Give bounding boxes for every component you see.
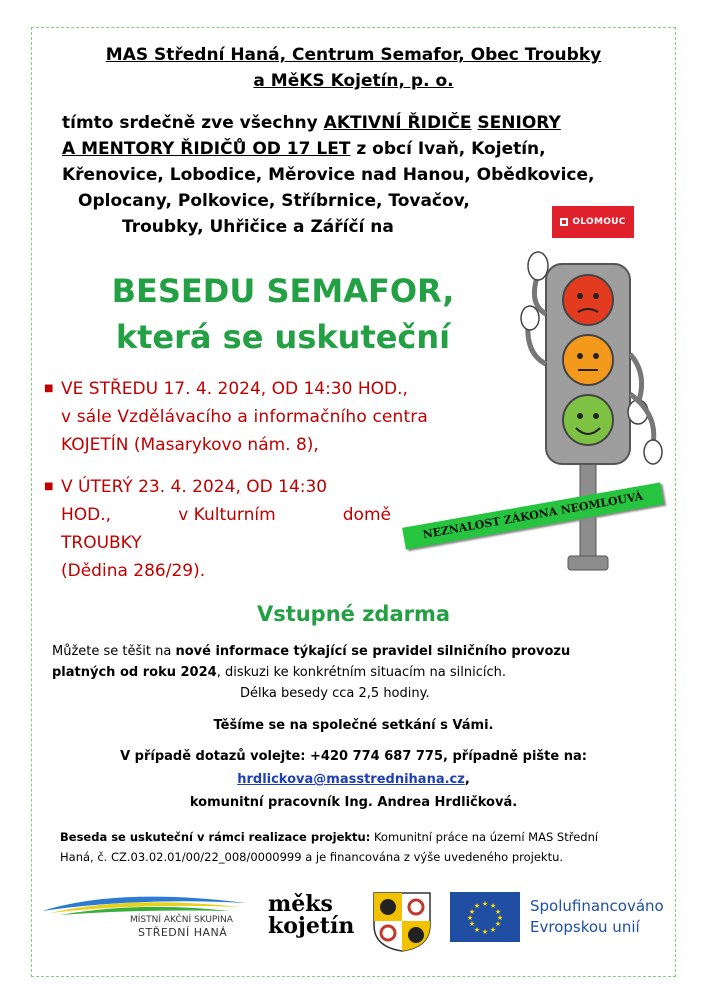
eu-text-line-2: Evropskou unií bbox=[530, 918, 640, 936]
event-kojetin-date: VE STŘEDU 17. 4. 2024, OD 14:30 HOD., bbox=[61, 379, 408, 399]
info-intro: Můžete se těšit na bbox=[52, 644, 176, 659]
eu-text-line-1: Spolufinancováno bbox=[530, 897, 664, 915]
info-line-1 bbox=[52, 641, 672, 662]
svg-text:★: ★ bbox=[489, 926, 497, 934]
info-highlight: nové informace týkající se pravidel silničního provozu bbox=[175, 644, 571, 659]
active-drivers: AKTIVNÍ ŘIDIČE bbox=[323, 113, 472, 133]
mas-logo bbox=[40, 893, 250, 943]
meks-logo-line-2: kojetín bbox=[268, 913, 355, 939]
project-info bbox=[60, 827, 670, 867]
svg-text:★: ★ bbox=[494, 908, 502, 916]
event-troubky-hod: HOD., bbox=[61, 505, 112, 525]
event-troubky-venue: v Kulturním bbox=[178, 505, 276, 525]
eu-cofunded-text bbox=[530, 896, 676, 938]
event-kojetin-address: KOJETÍN (Masarykovo nám. 8), bbox=[61, 435, 319, 455]
contact-email-line bbox=[31, 768, 676, 791]
event-troubky-venue-2: domě bbox=[342, 505, 391, 525]
contact-email-link[interactable]: hrdlickova@masstrednihana.cz bbox=[237, 772, 465, 787]
organizers-header bbox=[31, 42, 676, 94]
traffic-light-illustration bbox=[508, 244, 668, 584]
project-name: Komunitní práce na území MAS Střední bbox=[370, 830, 599, 844]
organizers-line-2: a MěKS Kojetín, p. o. bbox=[253, 71, 454, 91]
info-duration: Délka besedy cca 2,5 hodiny. bbox=[240, 686, 430, 701]
svg-text:★: ★ bbox=[473, 926, 481, 934]
event-troubky-date: V ÚTERÝ 23. 4. 2024, OD 14:30 bbox=[61, 477, 328, 497]
event-troubky bbox=[42, 473, 442, 585]
meet-text: Těšíme se na společné setkání s Vámi. bbox=[213, 718, 494, 733]
svg-text:★: ★ bbox=[481, 900, 489, 908]
seniors: SENIORY bbox=[477, 113, 561, 133]
contact-block bbox=[31, 745, 676, 814]
olomouc-logo-text: OLOMOUC bbox=[572, 217, 626, 227]
svg-text:★: ★ bbox=[473, 902, 481, 910]
contact-email-comma: , bbox=[464, 772, 470, 787]
invitation-line-3: Křenovice, Lobodice, Měrovice nad Hanou, Obědkovice, bbox=[62, 165, 595, 185]
project-line-1 bbox=[60, 827, 670, 847]
law-banner-text: NEZNALOST ZÁKONA NEOMLOUVÁ bbox=[421, 489, 645, 542]
svg-text:★: ★ bbox=[481, 928, 489, 936]
event-title-line-2: která se uskuteční bbox=[115, 318, 451, 356]
olomouc-mark-icon bbox=[560, 218, 568, 226]
invitation-line-5: Troubky, Uhřičice a Záříčí na bbox=[122, 217, 394, 237]
troubky-coat-of-arms-icon bbox=[372, 891, 432, 953]
bullet-icon: ■ bbox=[44, 481, 54, 492]
event-troubky-address: (Dědina 286/29). bbox=[61, 561, 206, 581]
svg-text:★: ★ bbox=[468, 920, 476, 928]
project-line-2: Haná, č. CZ.03.02.01/00/22_008/0000999 a je financována z výše uvedeného projektu. bbox=[60, 850, 564, 864]
event-troubky-town: TROUBKY bbox=[61, 533, 142, 553]
contact-phone: V případě dotazů volejte: +420 774 687 775, případně pište na: bbox=[120, 749, 587, 764]
svg-text:★: ★ bbox=[489, 902, 497, 910]
free-entry: Vstupné zdarma bbox=[256, 602, 451, 626]
eu-flag-icon bbox=[450, 892, 520, 942]
olomouc-logo bbox=[552, 206, 634, 238]
mas-logo-line-2: STŘEDNÍ HANÁ bbox=[138, 926, 228, 939]
event-kojetin bbox=[42, 375, 512, 459]
invitation-intro: tímto srdečně zve všechny bbox=[62, 113, 324, 133]
event-title-line-1: BESEDU SEMAFOR, bbox=[111, 272, 455, 310]
svg-text:★: ★ bbox=[466, 914, 474, 922]
invitation-line-2 bbox=[62, 136, 652, 162]
event-troubky-line-2 bbox=[42, 501, 391, 529]
municipalities-intro: z obcí Ivaň, Kojetín, bbox=[350, 139, 546, 159]
info-block bbox=[52, 641, 672, 704]
info-discussion: , diskuzi ke konkrétním situacím na silnicích. bbox=[216, 665, 507, 680]
project-intro: Beseda se uskuteční v rámci realizace projektu: bbox=[60, 830, 371, 844]
svg-text:★: ★ bbox=[494, 920, 502, 928]
svg-text:★: ★ bbox=[468, 908, 476, 916]
meks-logo bbox=[268, 893, 360, 945]
invitation-line-4: Oplocany, Polkovice, Stříbrnice, Tovačov, bbox=[78, 191, 470, 211]
meks-logo-line-1: měks bbox=[268, 891, 333, 917]
mas-swoosh-icon bbox=[40, 893, 250, 915]
event-title bbox=[58, 268, 508, 360]
invitation-line-1 bbox=[62, 110, 652, 136]
contact-person: komunitní pracovník Ing. Andrea Hrdličková. bbox=[189, 795, 518, 810]
mentors: A MENTORY ŘIDIČŮ OD 17 LET bbox=[62, 139, 351, 159]
info-year: platných od roku 2024 bbox=[52, 665, 217, 680]
event-kojetin-venue: v sále Vzdělávacího a informačního centra bbox=[61, 407, 428, 427]
organizers-line-1: MAS Střední Haná, Centrum Semafor, Obec Troubky bbox=[105, 45, 602, 65]
info-line-2 bbox=[52, 662, 672, 683]
bullet-icon: ■ bbox=[44, 383, 54, 394]
mas-logo-line-1: MÍSTNÍ AKČNÍ SKUPINA bbox=[130, 915, 233, 925]
svg-text:★: ★ bbox=[496, 914, 504, 922]
